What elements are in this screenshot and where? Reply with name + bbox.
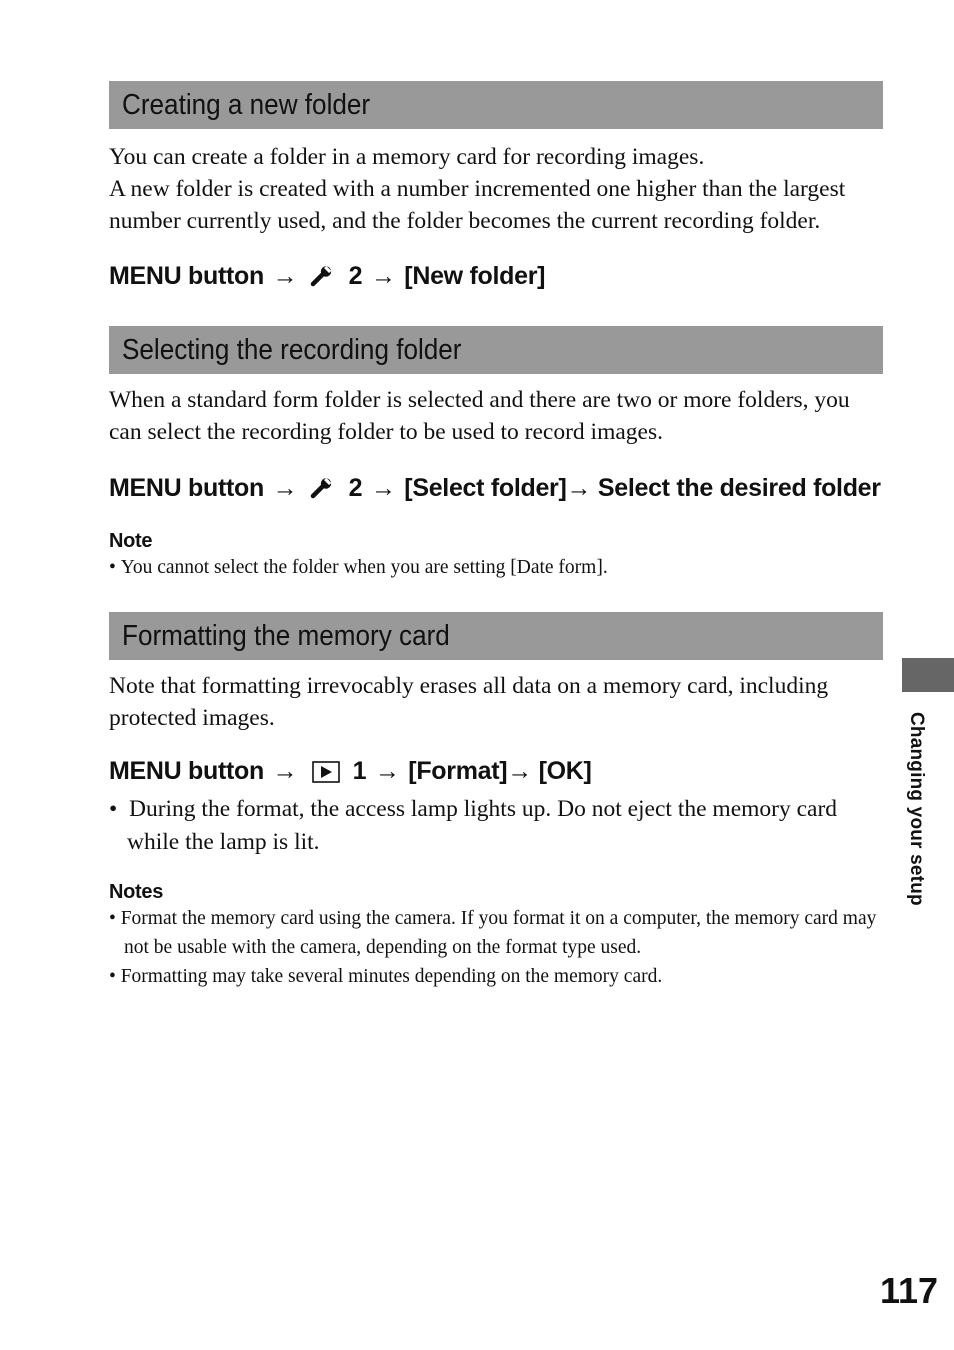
chapter-side-label: Changing your setup bbox=[906, 712, 927, 906]
body-paragraph: Note that formatting irrevocably erases all data on a memory card, including protected images. bbox=[109, 673, 829, 731]
body-paragraph: You can create a folder in a memory card for recording images. bbox=[109, 144, 705, 170]
body-paragraph: When a standard form folder is selected and there are two or more folders, you can select the recording folder to be used to record images. bbox=[109, 387, 850, 445]
playback-icon bbox=[312, 761, 340, 783]
body-paragraph: A new folder is created with a number incremented one higher than the largest number currently used, and the folder becomes the current recording folder. bbox=[109, 176, 846, 234]
menu-instruction: MENU button → 2 → [Select folder]→ Select the desired folder bbox=[109, 474, 881, 502]
menu-instruction: MENU button → 1 → [Format]→ [OK] bbox=[109, 757, 592, 785]
menu-instruction: MENU button → 2 → [New folder] bbox=[109, 262, 546, 290]
note-item: • You cannot select the folder when you are setting [Date form]. bbox=[109, 557, 608, 578]
section-header-selecting-folder: Selecting the recording folder bbox=[109, 326, 883, 374]
note-item: • Format the memory card using the camera. If you format it on a computer, the memory card may not be usable with the camera, depending on the format type used. bbox=[109, 908, 877, 958]
wrench-icon bbox=[310, 265, 334, 287]
chapter-tab bbox=[902, 658, 954, 692]
section-header-formatting-card: Formatting the memory card bbox=[109, 612, 883, 660]
note-heading: Note bbox=[109, 530, 153, 552]
note-heading: Notes bbox=[109, 881, 164, 903]
page-content bbox=[109, 81, 883, 991]
wrench-icon bbox=[310, 477, 334, 499]
note-item: • Formatting may take several minutes depending on the memory card. bbox=[109, 966, 663, 987]
section-header-creating-folder: Creating a new folder bbox=[109, 81, 883, 129]
bullet-item: • During the format, the access lamp lights up. Do not eject the memory card while the lamp is lit. bbox=[109, 796, 838, 855]
page-number: 117 bbox=[880, 1270, 939, 1311]
